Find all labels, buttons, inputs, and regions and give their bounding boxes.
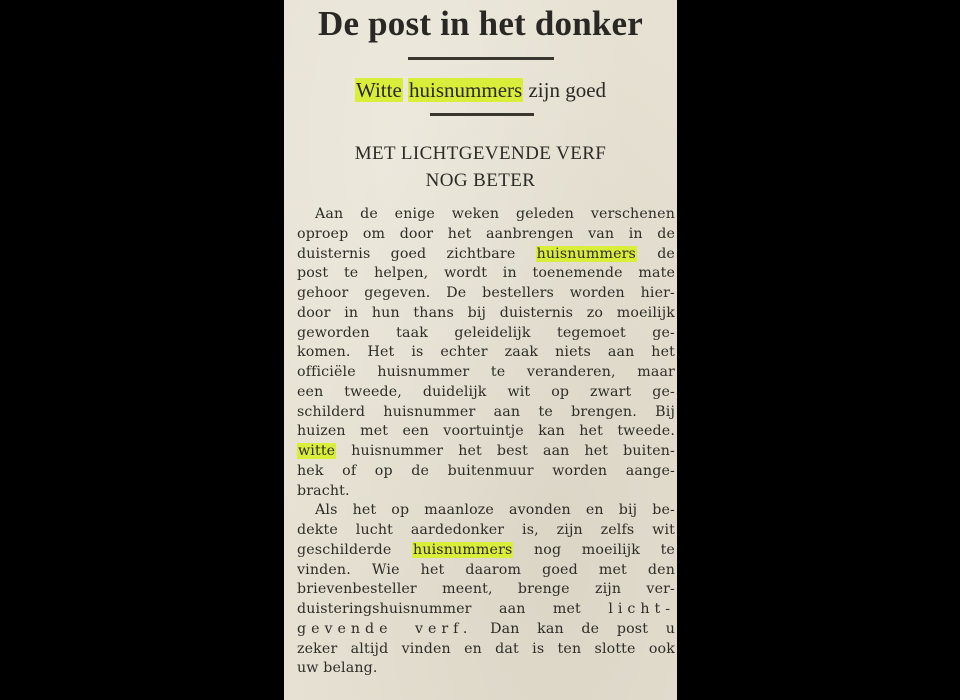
article-body (297, 205, 675, 679)
body-line: hek of op de buitenmuur worden aange- (297, 462, 675, 479)
body-line: komen. Het is echter zaak niets aan het (297, 344, 675, 361)
subhead-rest: zijn goed (528, 78, 607, 102)
body-spaced-text: gevende verf. (297, 620, 473, 637)
newspaper-clipping (284, 0, 677, 700)
body-line: een tweede, duidelijk wit op zwart ge- (297, 383, 675, 400)
body-line: huizen met een voortuintje kan het tweede. (297, 423, 675, 440)
body-line: uw belang. (297, 660, 378, 677)
subhead-highlight-huisnummers: huisnummers (409, 78, 523, 102)
headline-rule-top (408, 57, 554, 60)
kicker-line-2: NOG BETER (425, 170, 536, 191)
body-line: post te helpen, wordt in toenemende mate (297, 265, 675, 282)
subhead-highlight-witte: Witte (355, 78, 402, 102)
body-line (297, 620, 675, 640)
body-line: geworden taak geleidelijk tegemoet ge- (297, 324, 675, 341)
body-line (297, 541, 675, 561)
subhead-rule-bottom (430, 113, 534, 116)
body-highlight-huisnummers: huisnummers (413, 541, 513, 558)
body-highlight-huisnummers: huisnummers (536, 245, 636, 262)
article-headline: De post in het donker (317, 4, 644, 43)
body-line: Aan de enige weken geleden verschenen (315, 206, 675, 222)
body-line (297, 442, 675, 462)
body-text: nog moeilijk te (534, 541, 675, 558)
article-kicker (284, 140, 677, 194)
kicker-line-1: MET LICHTGEVENDE VERF (354, 143, 607, 164)
body-line (297, 245, 675, 265)
body-line: vinden. Wie het daarom goed met den (297, 561, 675, 578)
body-line: officiële huisnummer te veranderen, maar (297, 364, 675, 380)
body-spaced-text: licht- (608, 601, 675, 617)
body-line: oproep om door het aanbrengen van in de (297, 225, 675, 242)
body-text: Dan kan de post u (490, 620, 675, 637)
body-text: huisnummer het best aan het buiten- (351, 443, 675, 459)
body-line: zeker altijd vinden en dat is ten slotte ook (297, 640, 675, 657)
body-line: gehoor gegeven. De bestellers worden hier- (297, 285, 675, 301)
body-text: duisternis goed zichtbare (297, 245, 516, 262)
body-highlight-witte: witte (298, 443, 336, 459)
body-text: geschilderde (297, 541, 392, 558)
body-line: schilderd huisnummer aan te brengen. Bij (297, 403, 675, 420)
body-line: bracht. (297, 482, 350, 499)
body-text: de (657, 245, 675, 262)
article-subhead (284, 76, 677, 104)
body-line (297, 600, 675, 620)
body-line: Als het op maanloze avonden en bij be- (315, 502, 675, 519)
body-line: brievenbesteller meent, brenge zijn ver- (297, 581, 675, 598)
body-text: duisteringshuisnummer aan met (297, 601, 581, 617)
body-line: dekte lucht aardedonker is, zijn zelfs wit (297, 522, 675, 538)
body-line: door in hun thans bij duisternis zo moeilijk (297, 304, 675, 321)
